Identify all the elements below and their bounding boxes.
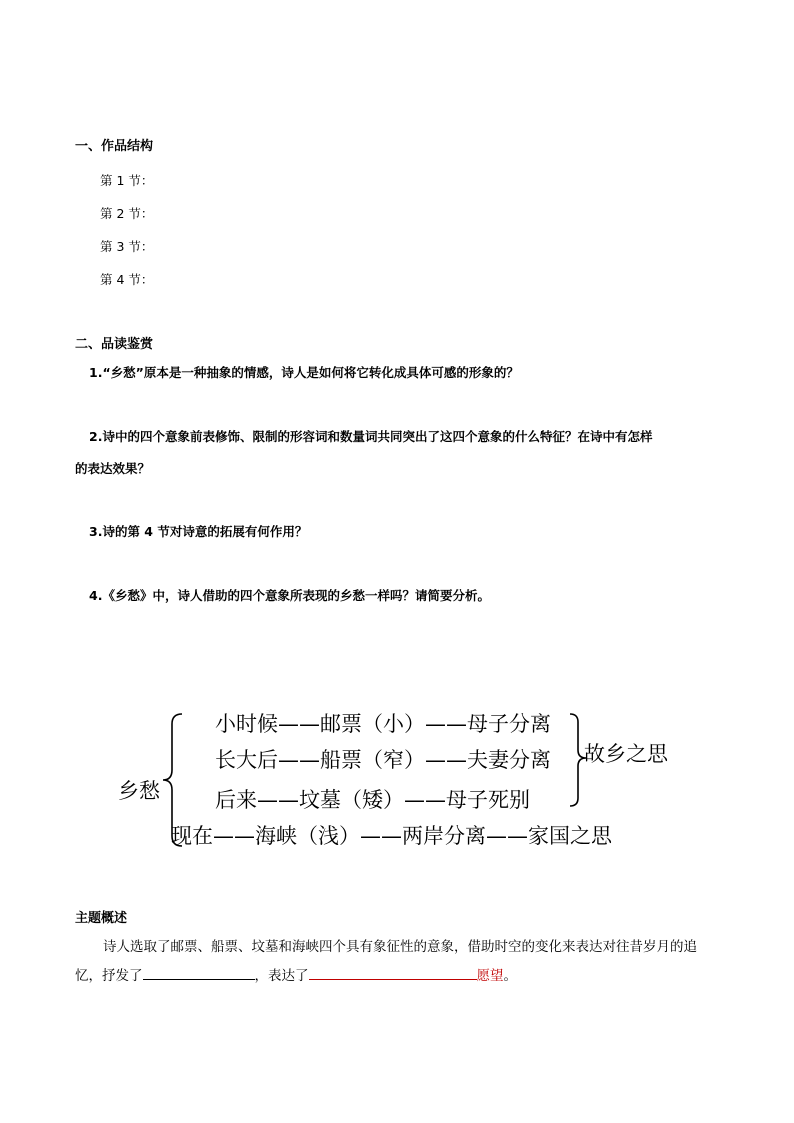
question-2-line-1: 2.诗中的四个意象前表修饰、限制的形容词和数量词共同突出了这四个意象的什么特征？在诗中有怎样: [89, 429, 653, 444]
structure-item-1: 第 1 节：: [100, 173, 154, 188]
diagram-row-1: 小时候——邮票（小）——母子分离: [215, 712, 551, 736]
structure-item-3: 第 3 节：: [100, 239, 154, 254]
theme-heading: 主题概述: [75, 911, 128, 926]
question-2-line-2: 的表达效果？: [75, 461, 151, 476]
diagram-row-2: 长大后——船票（窄）——夫妻分离: [215, 748, 551, 772]
theme-line-2-wish: 愿望: [476, 968, 504, 984]
section-heading-structure: 一、作品结构: [75, 139, 154, 154]
diagram-root: 乡愁: [118, 779, 160, 803]
fill-blank-1[interactable]: [143, 965, 255, 980]
theme-line-1: 诗人选取了邮票、船票、坟墓和海峡四个具有象征性的意象，借助时空的变化来表达对往昔岁月的追: [103, 939, 697, 955]
structure-item-2: 第 2 节：: [100, 206, 154, 221]
structure-item-4: 第 4 节：: [100, 272, 154, 287]
question-4: 4.《乡愁》中，诗人借助的四个意象所表现的乡愁一样吗？请简要分析。: [89, 588, 490, 603]
question-1: 1.“乡愁”原本是一种抽象的情感，诗人是如何将它转化成具体可感的形象的？: [89, 365, 519, 380]
theme-line-2-start: 忆，抒发了: [75, 968, 143, 984]
section-heading-analysis: 二、品读鉴赏: [75, 337, 154, 352]
diagram-row-3: 后来——坟墓（矮）——母子死别: [215, 788, 530, 812]
fill-blank-2[interactable]: [309, 965, 477, 980]
diagram-group-label: 故乡之思: [584, 742, 668, 766]
theme-line-2-end: 。: [503, 968, 517, 984]
diagram-last-row: 现在——海峡（浅）——两岸分离——家国之思: [171, 824, 612, 848]
question-3: 3.诗的第 4 节对诗意的拓展有何作用？: [89, 524, 308, 539]
theme-line-2-middle: ，表达了: [254, 968, 309, 984]
theme-line-2: [75, 964, 517, 984]
